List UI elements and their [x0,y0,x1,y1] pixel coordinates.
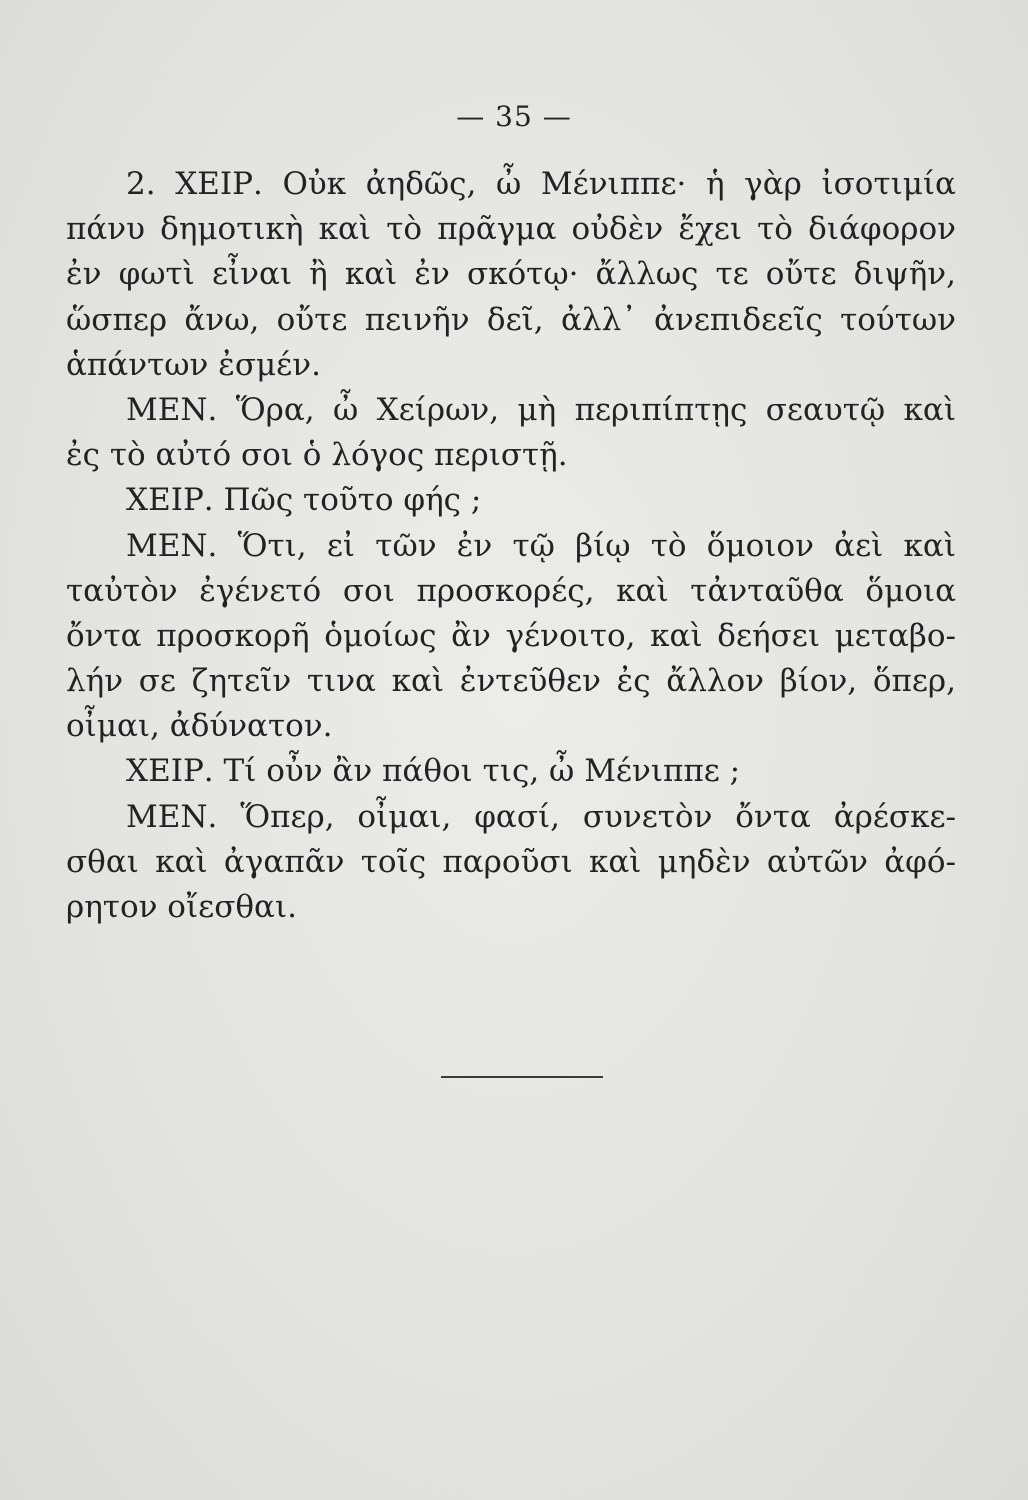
text-line: ὄντα προσκορῆ ὁμοίως ἂν γένοιτο, καὶ δεήσει μεταβο- [66,617,956,654]
end-rule [441,1076,603,1078]
text-line: ἁπάντων ἐσμέν. [66,346,321,383]
text-line: ταὐτὸν ἐγένετό σοι προσκορές, καὶ τἀνταῦθα ὅμοια [66,572,956,609]
text-line: οἶμαι, ἀδύνατον. [66,708,333,745]
text-line: πάνυ δημοτικὴ καὶ τὸ πρᾶγμα οὐδὲν ἔχει τὸ διάφορον [66,211,956,248]
text-line: 2. ΧΕΙΡ. Οὐκ ἀηδῶς, ὦ Μένιππε· ἡ γὰρ ἰσοτιμία [126,166,956,202]
text-line: ΜΕΝ. Ὅτι, εἰ τῶν ἐν τῷ βίῳ τὸ ὅμοιον ἀεὶ καὶ [126,527,956,564]
text-line: σθαι καὶ ἀγαπᾶν τοῖς παροῦσι καὶ μηδὲν αὐτῶν ἀφό- [66,843,956,880]
text-line: ἐς τὸ αὐτό σοι ὁ λόγος περιστῇ. [66,437,568,474]
text-line: ΜΕΝ. Ὅπερ, οἶμαι, φασί, συνετὸν ὄντα ἀρέσκε- [126,798,956,835]
dialogue-text [66,162,956,930]
text-line: ΜΕΝ. Ὅρα, ὦ Χείρων, μὴ περιπίπτῃς σεαυτῷ καὶ [126,391,956,428]
text-line: ὥσπερ ἄνω, οὔτε πεινῆν δεῖ, ἀλλ᾽ ἀνεπιδεεῖς τούτων [66,301,956,338]
text-line: λήν σε ζητεῖν τινα καὶ ἐντεῦθεν ἐς ἄλλον βίον, ὅπερ, [66,663,956,700]
text-line: ΧΕΙΡ. Τί οὖν ἂν πάθοι τις, ὦ Μένιππε ; [126,753,741,790]
page-number: — 35 — [456,100,572,133]
text-line: ρητον οἴεσθαι. [66,889,297,925]
text-line: ἐν φωτὶ εἶναι ἢ καὶ ἐν σκότῳ· ἄλλως τε οὔτε διψῆν, [66,256,956,293]
text-line: ΧΕΙΡ. Πῶς τοῦτο φής ; [126,482,482,519]
